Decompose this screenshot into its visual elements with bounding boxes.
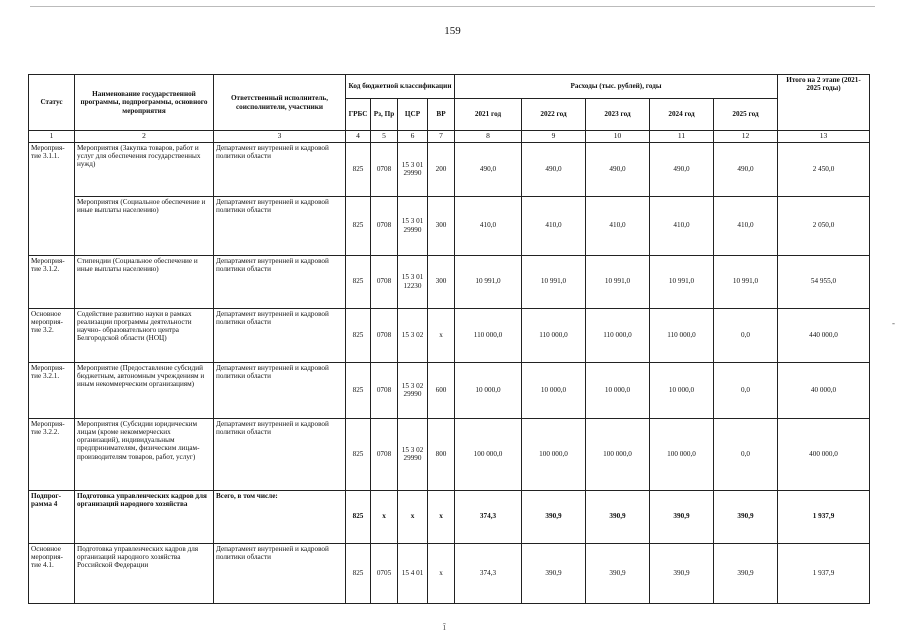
table-row xyxy=(29,543,870,603)
header-expenses: Расходы (тыс. рублей), годы xyxy=(455,75,778,99)
value-2024-cell: 110 000,0 xyxy=(650,308,714,362)
status-cell: Мероприя-тие 3.1.2. xyxy=(29,255,75,308)
csr-cell: 15 3 01 29990 xyxy=(398,196,428,255)
rzpr-cell: 0708 xyxy=(371,418,398,490)
value-2025-cell: 490,0 xyxy=(714,142,778,196)
grbs-cell: 825 xyxy=(346,418,371,490)
value-2021-cell: 110 000,0 xyxy=(455,308,522,362)
table-body xyxy=(29,142,870,603)
status-cell: Мероприя-тие 3.1.1. xyxy=(29,142,75,255)
value-2023-cell: 490,0 xyxy=(586,142,650,196)
value-2022-cell: 10 000,0 xyxy=(522,362,586,418)
vr-cell: 300 xyxy=(428,196,455,255)
col-index: 12 xyxy=(714,131,778,143)
vr-cell: 600 xyxy=(428,362,455,418)
vr-cell: х xyxy=(428,490,455,543)
value-2021-cell: 410,0 xyxy=(455,196,522,255)
value-2025-cell: 0,0 xyxy=(714,308,778,362)
col-index: 6 xyxy=(398,131,428,143)
grbs-cell: 825 xyxy=(346,308,371,362)
rzpr-cell: 0708 xyxy=(371,142,398,196)
total-cell: 440 000,0 xyxy=(778,308,870,362)
csr-cell: 15 3 01 29990 xyxy=(398,142,428,196)
top-rule xyxy=(30,6,875,7)
value-2024-cell: 10 991,0 xyxy=(650,255,714,308)
footer-mark: î xyxy=(443,622,446,633)
rzpr-cell: 0705 xyxy=(371,543,398,603)
value-2023-cell: 10 991,0 xyxy=(586,255,650,308)
col-index: 9 xyxy=(522,131,586,143)
header-total: Итого на 2 этапе (2021-2025 годы) xyxy=(778,75,870,131)
col-index: 5 xyxy=(371,131,398,143)
value-2023-cell: 410,0 xyxy=(586,196,650,255)
status-cell: Основное мероприя-тие 3.2. xyxy=(29,308,75,362)
column-index-row xyxy=(29,131,870,143)
grbs-cell: 825 xyxy=(346,255,371,308)
value-2022-cell: 110 000,0 xyxy=(522,308,586,362)
page-number: 159 xyxy=(444,25,461,37)
value-2022-cell: 390,9 xyxy=(522,490,586,543)
header-2023: 2023 год xyxy=(586,99,650,131)
value-2022-cell: 390,9 xyxy=(522,543,586,603)
status-cell: Подпрог-рамма 4 xyxy=(29,490,75,543)
grbs-cell: 825 xyxy=(346,142,371,196)
header-grbs: ГРБС xyxy=(346,99,371,131)
name-cell: Мероприятия (Закупка товаров, работ и услуг для обеспечения государственных нужд) xyxy=(75,142,214,196)
header-rzpr: Рз, Пр xyxy=(371,99,398,131)
rzpr-cell: 0708 xyxy=(371,362,398,418)
status-cell: Мероприя-тие 3.2.1. xyxy=(29,362,75,418)
total-cell: 54 955,0 xyxy=(778,255,870,308)
table-row xyxy=(29,308,870,362)
header-2022: 2022 год xyxy=(522,99,586,131)
value-2022-cell: 490,0 xyxy=(522,142,586,196)
value-2024-cell: 390,9 xyxy=(650,543,714,603)
csr-cell: 15 3 02 xyxy=(398,308,428,362)
value-2025-cell: 0,0 xyxy=(714,418,778,490)
budget-table xyxy=(28,74,870,604)
executor-cell: Департамент внутренней и кадровой политики области xyxy=(214,543,346,603)
table-row xyxy=(29,418,870,490)
col-index: 11 xyxy=(650,131,714,143)
name-cell: Стипендии (Социальное обеспечение и иные выплаты населению) xyxy=(75,255,214,308)
col-index: 4 xyxy=(346,131,371,143)
value-2025-cell: 0,0 xyxy=(714,362,778,418)
col-index: 8 xyxy=(455,131,522,143)
col-index: 7 xyxy=(428,131,455,143)
header-vr: ВР xyxy=(428,99,455,131)
total-cell: 400 000,0 xyxy=(778,418,870,490)
value-2024-cell: 100 000,0 xyxy=(650,418,714,490)
header-csr: ЦСР xyxy=(398,99,428,131)
value-2021-cell: 374,3 xyxy=(455,490,522,543)
total-cell: 1 937,9 xyxy=(778,490,870,543)
table-row xyxy=(29,490,870,543)
value-2022-cell: 10 991,0 xyxy=(522,255,586,308)
grbs-cell: 825 xyxy=(346,196,371,255)
col-index: 1 xyxy=(29,131,75,143)
table-row xyxy=(29,142,870,196)
grbs-cell: 825 xyxy=(346,362,371,418)
table-row xyxy=(29,196,870,255)
total-cell: 1 937,9 xyxy=(778,543,870,603)
header-2025: 2025 год xyxy=(714,99,778,131)
table-row xyxy=(29,362,870,418)
rzpr-cell: х xyxy=(371,490,398,543)
rzpr-cell: 0708 xyxy=(371,255,398,308)
csr-cell: х xyxy=(398,490,428,543)
executor-cell: Департамент внутренней и кадровой политики области xyxy=(214,362,346,418)
value-2023-cell: 100 000,0 xyxy=(586,418,650,490)
name-cell: Мероприятия (Социальное обеспечение и иные выплаты населению) xyxy=(75,196,214,255)
csr-cell: 15 3 02 29990 xyxy=(398,362,428,418)
total-cell: 40 000,0 xyxy=(778,362,870,418)
executor-cell: Департамент внутренней и кадровой политики области xyxy=(214,196,346,255)
value-2021-cell: 490,0 xyxy=(455,142,522,196)
name-cell: Подготовка управленческих кадров для организаций народного хозяйства xyxy=(75,490,214,543)
grbs-cell: 825 xyxy=(346,543,371,603)
csr-cell: 15 3 01 12230 xyxy=(398,255,428,308)
total-cell: 2 450,0 xyxy=(778,142,870,196)
csr-cell: 15 3 02 29990 xyxy=(398,418,428,490)
vr-cell: х xyxy=(428,543,455,603)
value-2021-cell: 374,3 xyxy=(455,543,522,603)
executor-cell: Департамент внутренней и кадровой политики области xyxy=(214,255,346,308)
value-2023-cell: 10 000,0 xyxy=(586,362,650,418)
col-index: 2 xyxy=(75,131,214,143)
margin-mark: - xyxy=(892,318,895,328)
header-status: Статус xyxy=(29,75,75,131)
vr-cell: 200 xyxy=(428,142,455,196)
value-2025-cell: 410,0 xyxy=(714,196,778,255)
name-cell: Мероприятия (Субсидии юридическим лицам (кроме некоммерческих организаций), индивидуальным предпринимателям, физическим лицам-производителям товаров, работ, услуг) xyxy=(75,418,214,490)
value-2024-cell: 410,0 xyxy=(650,196,714,255)
header-2021: 2021 год xyxy=(455,99,522,131)
value-2024-cell: 390,9 xyxy=(650,490,714,543)
total-cell: 2 050,0 xyxy=(778,196,870,255)
executor-cell: Департамент внутренней и кадровой политики области xyxy=(214,142,346,196)
col-index: 10 xyxy=(586,131,650,143)
header-2024: 2024 год xyxy=(650,99,714,131)
value-2022-cell: 100 000,0 xyxy=(522,418,586,490)
value-2021-cell: 10 991,0 xyxy=(455,255,522,308)
value-2025-cell: 390,9 xyxy=(714,490,778,543)
value-2025-cell: 10 991,0 xyxy=(714,255,778,308)
status-cell: Мероприя-тие 3.2.2. xyxy=(29,418,75,490)
value-2023-cell: 110 000,0 xyxy=(586,308,650,362)
value-2024-cell: 490,0 xyxy=(650,142,714,196)
value-2022-cell: 410,0 xyxy=(522,196,586,255)
value-2021-cell: 100 000,0 xyxy=(455,418,522,490)
header-executor: Ответственный исполнитель, соисполнители, участники xyxy=(214,75,346,131)
table-row xyxy=(29,255,870,308)
grbs-cell: 825 xyxy=(346,490,371,543)
value-2021-cell: 10 000,0 xyxy=(455,362,522,418)
csr-cell: 15 4 01 xyxy=(398,543,428,603)
vr-cell: 300 xyxy=(428,255,455,308)
col-index: 13 xyxy=(778,131,870,143)
rzpr-cell: 0708 xyxy=(371,308,398,362)
name-cell: Содействие развитию науки в рамках реализации программы деятельности научно- образовательного центра Белгородской области (НОЦ) xyxy=(75,308,214,362)
name-cell: Мероприятие (Предоставление субсидий бюджетным, автономным учреждениям и иным некоммерческим организациям) xyxy=(75,362,214,418)
vr-cell: 800 xyxy=(428,418,455,490)
executor-cell: Всего, в том числе: xyxy=(214,490,346,543)
header-budget-code: Код бюджетной классификации xyxy=(346,75,455,99)
name-cell: Подготовка управленческих кадров для организаций народного хозяйства Российской Федерации xyxy=(75,543,214,603)
rzpr-cell: 0708 xyxy=(371,196,398,255)
value-2023-cell: 390,9 xyxy=(586,543,650,603)
value-2025-cell: 390,9 xyxy=(714,543,778,603)
status-cell: Основное мероприя-тие 4.1. xyxy=(29,543,75,603)
vr-cell: х xyxy=(428,308,455,362)
value-2023-cell: 390,9 xyxy=(586,490,650,543)
executor-cell: Департамент внутренней и кадровой политики области xyxy=(214,418,346,490)
value-2024-cell: 10 000,0 xyxy=(650,362,714,418)
col-index: 3 xyxy=(214,131,346,143)
executor-cell: Департамент внутренней и кадровой политики области xyxy=(214,308,346,362)
header-name: Наименование государственной программы, подпрограммы, основного мероприятия xyxy=(75,75,214,131)
